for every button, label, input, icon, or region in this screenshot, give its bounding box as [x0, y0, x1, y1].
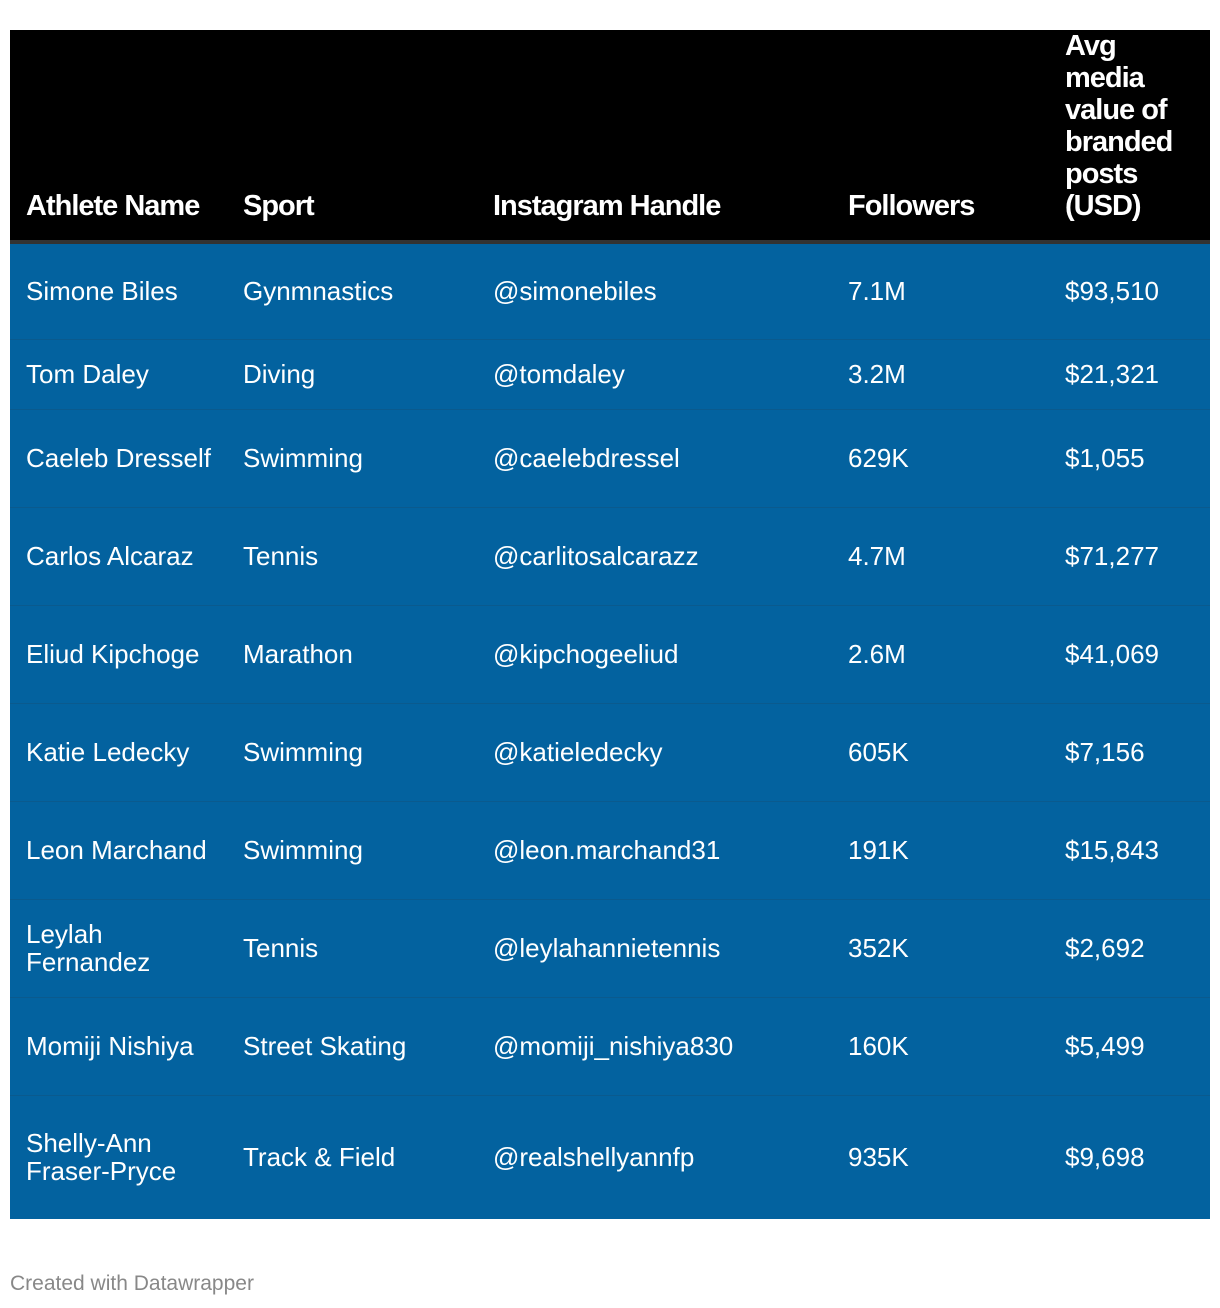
cell-sport: Gynmnastics [227, 242, 477, 339]
cell-instagram-handle: @momiji_nishiya830 [477, 997, 832, 1095]
cell-sport: Track & Field [243, 1142, 396, 1173]
cell-sport: Swimming [227, 409, 477, 507]
datawrapper-credit: Created with Datawrapper [10, 1272, 254, 1295]
cell-instagram-handle: @leon.marchand31 [477, 801, 832, 899]
data-table-container [10, 30, 1210, 1219]
cell-avg-media-value: $71,277 [1049, 507, 1210, 605]
cell-athlete-name: Katie Ledecky [10, 703, 227, 801]
cell-instagram-handle: @caelebdressel [477, 409, 832, 507]
cell-followers: 935K [848, 1142, 909, 1173]
cell-instagram-handle: @katieledecky [477, 703, 832, 801]
header-athlete-name[interactable]: Athlete Name [10, 30, 227, 242]
cell-followers: 4.7M [832, 507, 1049, 605]
cell-instagram-handle: @carlitosalcarazz [477, 507, 832, 605]
cell-avg-media-value: $1,055 [1049, 409, 1210, 507]
cell-avg-media-value: $9,698 [1065, 1142, 1145, 1173]
cell-followers: 3.2M [832, 339, 1049, 409]
cell-avg-media-value: $93,510 [1049, 242, 1210, 339]
table-row [10, 339, 1210, 409]
table-row [10, 997, 1210, 1095]
header-row [10, 30, 1210, 242]
cell-avg-media-value: $7,156 [1049, 703, 1210, 801]
cell-athlete-name: Tom Daley [10, 339, 227, 409]
cell-sport: Swimming [227, 703, 477, 801]
table-row [10, 703, 1210, 801]
cell-avg-media-value: $5,499 [1049, 997, 1210, 1095]
cell-sport: Street Skating [227, 997, 477, 1095]
cell-athlete-name: Momiji Nishiya [10, 997, 227, 1095]
table-row [10, 409, 1210, 507]
cell-avg-media-value: $41,069 [1049, 605, 1210, 703]
cell-sport: Swimming [227, 801, 477, 899]
header-avg-media-value[interactable]: Avg media value of branded posts (USD) [1049, 30, 1210, 242]
cell-sport: Tennis [227, 507, 477, 605]
cell-avg-media-value: $15,843 [1049, 801, 1210, 899]
table-header [10, 30, 1210, 242]
cell-instagram-handle: @leylahannietennis [477, 899, 832, 997]
cell-sport: Marathon [227, 605, 477, 703]
cell-athlete-name: Caeleb Dresself [10, 409, 227, 507]
header-followers[interactable]: Followers [832, 30, 1049, 242]
cell-athlete-name: Shelly-Ann Fraser-Pryce [26, 1128, 177, 1187]
table-row [10, 801, 1210, 899]
cell-athlete-name: Leon Marchand [10, 801, 227, 899]
cell-followers: 629K [832, 409, 1049, 507]
table-row [10, 1095, 1210, 1219]
cell-avg-media-value: $2,692 [1049, 899, 1210, 997]
cell-instagram-handle: @simonebiles [477, 242, 832, 339]
cell-instagram-handle: @kipchogeeliud [477, 605, 832, 703]
cell-athlete-name: Carlos Alcaraz [10, 507, 227, 605]
table-row [10, 242, 1210, 339]
cell-followers: 160K [832, 997, 1049, 1095]
cell-followers: 7.1M [832, 242, 1049, 339]
cell-athlete-name: Leylah Fernandez [10, 899, 227, 997]
table-row [10, 507, 1210, 605]
table-row [10, 605, 1210, 703]
cell-athlete-name: Simone Biles [10, 242, 227, 339]
cell-athlete-name: Eliud Kipchoge [10, 605, 227, 703]
cell-instagram-handle: @tomdaley [477, 339, 832, 409]
cell-sport: Tennis [227, 899, 477, 997]
header-instagram-handle[interactable]: Instagram Handle [477, 30, 832, 242]
table-body [10, 242, 1210, 1219]
cell-followers: 191K [832, 801, 1049, 899]
cell-sport: Diving [227, 339, 477, 409]
table-row [10, 899, 1210, 997]
cell-followers: 2.6M [832, 605, 1049, 703]
cell-followers: 605K [832, 703, 1049, 801]
cell-avg-media-value: $21,321 [1049, 339, 1210, 409]
header-sport[interactable]: Sport [227, 30, 477, 242]
athlete-table [10, 30, 1210, 1219]
cell-followers: 352K [832, 899, 1049, 997]
cell-instagram-handle: @realshellyannfp [493, 1142, 695, 1173]
